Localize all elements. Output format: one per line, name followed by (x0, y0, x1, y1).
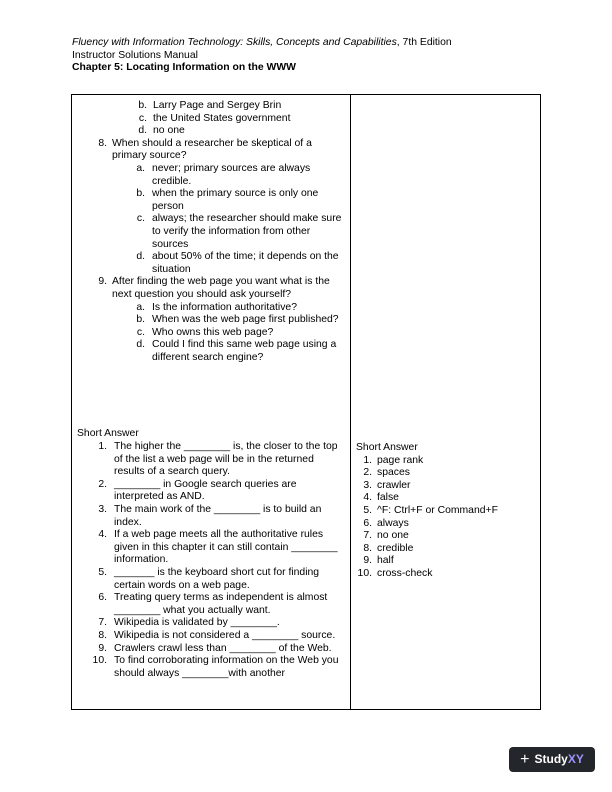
question-text: After finding the web page you want what is the next question you should ask yourself? (112, 276, 330, 300)
option-text: the United States government (153, 112, 291, 124)
answer-number: 6. (363, 517, 372, 529)
answer-number: 2. (363, 467, 372, 479)
answer-item (356, 480, 536, 493)
answer-list (356, 455, 536, 581)
option-text: when the primary source is only one person (152, 188, 319, 212)
option-text: never; primary sources are always credible. (152, 162, 311, 187)
option-item (132, 188, 347, 213)
spacer (77, 364, 347, 428)
question-number: 4. (98, 529, 107, 541)
question-text: If a web page meets all the authoritative rules given in this chapter it can still contain ________ information. (114, 529, 338, 566)
option-item (132, 314, 347, 327)
answers-heading: Short Answer (356, 442, 418, 453)
carryover-options (77, 100, 347, 138)
question-number: 2. (98, 478, 107, 490)
question-number: 3. (98, 504, 107, 516)
option-letter: a. (136, 301, 145, 313)
short-question (77, 441, 347, 479)
answer-text: no one (377, 530, 409, 542)
option-letter: c. (136, 213, 145, 225)
answer-number: 7. (363, 530, 372, 542)
answer-number: 3. (363, 479, 372, 491)
option-letter: b. (136, 188, 145, 200)
question-text: The main work of the ________ is to build an index. (114, 504, 322, 528)
answer-text: always (377, 517, 409, 529)
option-item (135, 125, 347, 138)
question-options (112, 302, 347, 365)
answer-item (356, 568, 536, 581)
answer-text: cross-check (377, 567, 433, 579)
short-answer-heading: Short Answer (77, 428, 139, 440)
answer-item (356, 530, 536, 543)
answer-number: 9. (363, 555, 372, 567)
question-options (112, 163, 347, 276)
question-text: Crawlers crawl less than ________ of the Web. (114, 642, 332, 654)
studyxy-logo[interactable] (509, 747, 595, 772)
answer-item (356, 467, 536, 480)
option-letter: d. (138, 125, 147, 137)
option-letter: d. (136, 339, 145, 351)
answer-item (356, 505, 536, 518)
option-item (135, 113, 347, 126)
mc-questions (77, 138, 347, 365)
option-text: Who owns this web page? (152, 326, 274, 338)
answer-text: credible (377, 542, 414, 554)
left-column (77, 100, 347, 680)
question-number: 10. (92, 655, 107, 667)
question-text: When should a researcher be skeptical of a primary source? (112, 137, 312, 162)
short-question (77, 567, 347, 592)
option-item (132, 163, 347, 188)
option-item (132, 302, 347, 315)
answer-text: spaces (377, 467, 410, 479)
short-answer-questions (77, 441, 347, 680)
book-title: Fluency with Information Technology: Skills, Concepts and Capabilities (72, 37, 397, 48)
answer-number: 8. (363, 542, 372, 554)
option-text: Could I find this same web page using a different search engine? (152, 339, 337, 363)
option-text: always; the researcher should make sure to verify the information from other sources (152, 213, 342, 250)
question-text: To find corroborating information on the Web you should always ________with another (114, 655, 339, 679)
question-number: 7. (98, 617, 107, 629)
edition: , 7th Edition (396, 37, 452, 48)
option-letter: a. (136, 162, 145, 174)
short-question (77, 617, 347, 630)
answer-text: crawler (377, 479, 411, 491)
question-text: Wikipedia is not considered a ________ source. (114, 629, 336, 641)
right-column (356, 442, 536, 581)
question-item (77, 138, 347, 277)
option-text: Larry Page and Sergey Brin (153, 100, 282, 111)
question-text: ________ in Google search queries are interpreted as AND. (114, 478, 297, 503)
book-line (72, 37, 542, 50)
page-header (72, 37, 542, 75)
plus-icon: + (520, 750, 530, 768)
short-question (77, 643, 347, 656)
answer-text: ^F: Ctrl+F or Command+F (377, 504, 498, 516)
question-text: Treating query terms as independent is almost ________ what you actually want. (114, 592, 328, 616)
question-number: 5. (98, 567, 107, 578)
question-number: 8. (98, 137, 107, 149)
option-letter: c. (136, 326, 145, 338)
question-number: 9. (98, 642, 107, 654)
question-text: The higher the ________ is, the closer to the top of the list a web page will be in the returned results of a search query. (114, 441, 338, 478)
answer-text: page rank (377, 454, 424, 466)
answer-item (356, 555, 536, 568)
answer-item (356, 455, 536, 468)
option-item (132, 251, 347, 276)
question-number: 9. (98, 276, 107, 288)
answer-item (356, 543, 536, 556)
option-letter: b. (136, 314, 145, 326)
answer-number: 5. (363, 504, 372, 516)
answer-text: false (377, 492, 399, 504)
option-item (132, 213, 347, 251)
answer-text: half (377, 555, 394, 567)
option-letter: d. (136, 251, 145, 263)
content-table (71, 94, 541, 710)
short-question (77, 655, 347, 680)
option-text: When was the web page first published? (152, 314, 339, 326)
chapter-title: Chapter 5: Locating Information on the WWW (72, 62, 296, 74)
question-number: 6. (98, 592, 107, 604)
logo-xy: XY (567, 752, 584, 767)
option-text: no one (153, 125, 185, 137)
manual-title: Instructor Solutions Manual (72, 49, 198, 61)
short-question (77, 504, 347, 529)
option-letter: b. (138, 100, 147, 111)
question-number: 8. (98, 629, 107, 641)
option-text: about 50% of the time; it depends on the situation (152, 251, 339, 275)
short-question (77, 529, 347, 567)
option-item (132, 339, 347, 364)
option-item (132, 327, 347, 340)
question-number: 1. (98, 441, 107, 453)
answer-number: 10. (357, 567, 372, 579)
answer-item (356, 492, 536, 505)
answer-number: 4. (363, 492, 372, 504)
option-text: Is the information authoritative? (152, 301, 297, 313)
short-question (77, 479, 347, 504)
short-question (77, 592, 347, 617)
answer-number: 1. (363, 454, 372, 466)
option-item (135, 100, 347, 113)
option-letter: c. (138, 112, 147, 124)
answer-item (356, 518, 536, 531)
question-item (77, 276, 347, 364)
short-question (77, 630, 347, 643)
logo-study: Study (534, 752, 568, 767)
question-text: _______ is the keyboard short cut for finding certain words on a web page. (114, 567, 320, 591)
question-text: Wikipedia is validated by ________. (114, 617, 280, 629)
column-divider (350, 95, 351, 709)
